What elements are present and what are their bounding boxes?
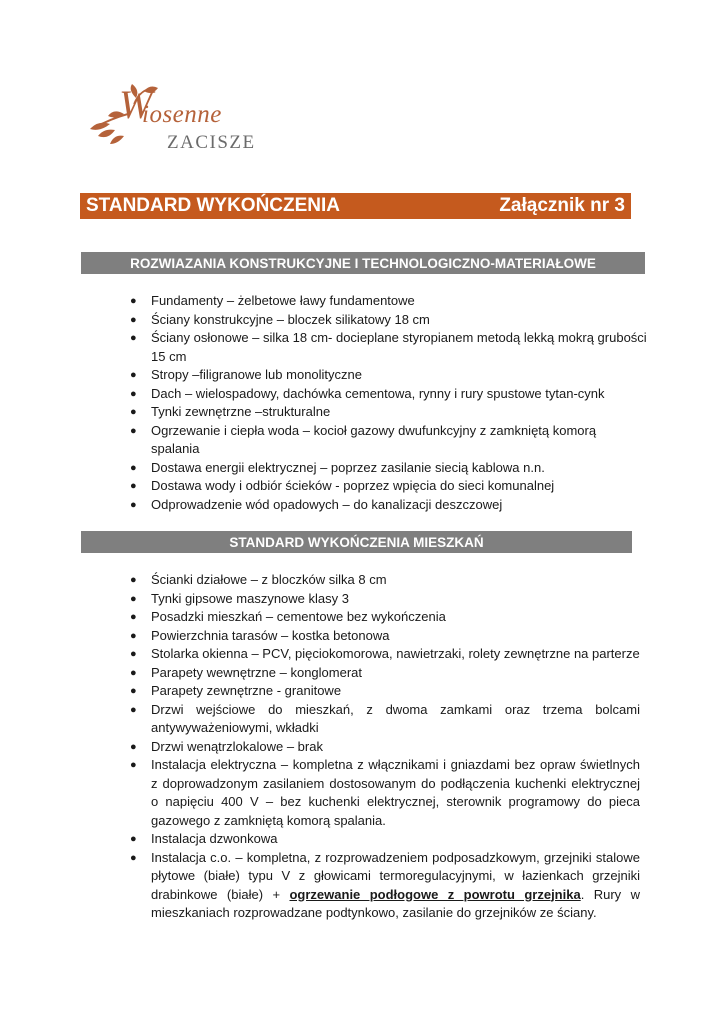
bullet-icon: ●: [130, 611, 137, 623]
bullet-icon: ●: [130, 406, 137, 418]
bullet-icon: ●: [130, 740, 137, 753]
list-item-text-before: Instalacja c.o. – kompletna, z rozprowadzeniem podposadzkowym, grzejniki stalowe płytowe (białe) typu V z głowicami termoregulacyjnymi, w łazienkach grzejniki drabinkowe (białe) +: [151, 849, 640, 902]
list-item: [127, 830, 640, 849]
list-item-text: Instalacja elektryczna – kompletna z włącznikami i gniazdami bez opraw świetlnych z doprowadzonym zasilaniem dostosowanym do podłączenia kuchenki elektrycznej o napięciu 400 V – bez kuchenki elektrycznej, sterownik programowy do pieca gazowego z zamkniętą komorą spalania.: [151, 757, 640, 828]
bullet-icon: ●: [130, 685, 137, 697]
list-item: [127, 496, 647, 515]
logo-wordmark: iosenne: [142, 101, 222, 128]
list-item: [127, 664, 640, 683]
list-item-text-after: . Rury w mieszkaniach rozprowadzane podtynkowo, zasilanie do grzejników ze ściany.: [151, 886, 640, 920]
list-item-text: Dach – wielospadowy, dachówka cementowa, rynny i rury spustowe tytan-cynk: [151, 385, 605, 401]
list-item-text: Posadzki mieszkań – cementowe bez wykończenia: [151, 609, 446, 624]
bullet-icon: ●: [130, 313, 137, 326]
list-item-text: Drzwi wenątrzlokalowe – brak: [151, 738, 323, 754]
list-item-text: Dostawa energii elektrycznej – poprzez zasilanie siecią kablowa n.n.: [151, 459, 545, 475]
list-item: [127, 422, 647, 459]
attachment-number: Załącznik nr 3: [499, 195, 625, 216]
list-item-text: Drzwi wejściowe do mieszkań, z dwoma zamkami oraz trzema bolcami antywyważeniowymi, wkładki: [151, 701, 640, 735]
list-item-text: Ogrzewanie i ciepła woda – kocioł gazowy dwufunkcyjny z zamkniętą komorą spalania: [151, 422, 597, 456]
bullet-icon: ●: [130, 666, 137, 679]
list-item: [127, 701, 640, 738]
section-heading-construction: ROZWIAZANIA KONSTRUKCYJNE I TECHNOLOGICZNO-MATERIAŁOWE: [81, 252, 645, 274]
bullet-icon: ●: [130, 295, 137, 307]
list-item-text: Parapety zewnętrzne - granitowe: [151, 683, 342, 698]
list-item: [127, 627, 640, 646]
bullet-icon: ●: [130, 629, 137, 642]
list-item: [127, 403, 647, 422]
list-item: [127, 738, 640, 757]
list-item: [127, 459, 647, 478]
document-title-bar: [80, 193, 631, 219]
list-item-text: Odprowadzenie wód opadowych – do kanalizacji deszczowej: [151, 496, 503, 512]
list-item: [127, 366, 647, 385]
list-item-text: Dostawa wody i odbiór ścieków - poprzez wpięcia do sieci komunalnej: [151, 478, 555, 493]
list-item: [127, 608, 640, 627]
list-item: [127, 477, 647, 496]
list-item-text: Ścianki działowe – z bloczków silka 8 cm: [151, 572, 387, 587]
list-item: [127, 571, 640, 590]
list-item: [127, 645, 640, 664]
bullet-icon: ●: [130, 480, 137, 492]
bullet-icon: ●: [130, 498, 137, 511]
bullet-icon: ●: [130, 703, 137, 716]
list-item-text: Fundamenty – żelbetowe ławy fundamentowe: [151, 293, 415, 308]
bullet-icon: ●: [130, 387, 137, 400]
list-item: [127, 292, 647, 311]
underfloor-heating-emphasis: ogrzewanie podłogowe z powrotu grzejnika: [289, 886, 581, 902]
bullet-icon: ●: [130, 424, 137, 437]
list-item: [127, 756, 640, 830]
list-item-text: Stolarka okienna – PCV, pięciokomorowa, nawietrzaki, rolety zewnętrzne na parterze: [151, 646, 640, 661]
list-item-text: Ściany osłonowe – silka 18 cm- docieplane styropianem metodą lekką mokrą grubości 15 cm: [151, 330, 647, 364]
bullet-icon: ●: [130, 332, 137, 344]
document-title: STANDARD WYKOŃCZENIA: [86, 195, 341, 216]
list-item-text: Powierzchnia tarasów – kostka betonowa: [151, 627, 390, 643]
list-item: [127, 682, 640, 701]
bullet-icon: ●: [130, 851, 137, 864]
list-item-text: Tynki gipsowe maszynowe klasy 3: [151, 590, 349, 606]
list-item-text: Tynki zewnętrzne –strukturalne: [151, 404, 331, 419]
bullet-icon: ●: [130, 759, 137, 771]
construction-list: [127, 292, 647, 514]
list-item-text: Ściany konstrukcyjne – bloczek silikatowy 18 cm: [151, 311, 430, 327]
bullet-icon: ●: [130, 833, 137, 845]
list-item: [127, 590, 640, 609]
bullet-icon: ●: [130, 574, 137, 586]
bullet-icon: ●: [130, 461, 137, 474]
section-heading-finishing: STANDARD WYKOŃCZENIA MIESZKAŃ: [81, 531, 632, 553]
logo-initial: W: [119, 82, 153, 127]
bullet-icon: ●: [130, 592, 137, 605]
finishing-list: [127, 571, 640, 923]
bullet-icon: ●: [130, 369, 137, 381]
list-item: [127, 329, 647, 366]
list-item-text: Instalacja dzwonkowa: [151, 831, 278, 846]
company-logo: [88, 84, 268, 160]
list-item: [127, 385, 647, 404]
logo-subtitle: ZACISZE: [167, 132, 256, 153]
list-item-text: Parapety wewnętrzne – konglomerat: [151, 664, 363, 680]
bullet-icon: ●: [130, 648, 137, 660]
list-item: [127, 849, 640, 923]
list-item: [127, 311, 647, 330]
list-item-text: Stropy –filigranowe lub monolityczne: [151, 367, 362, 382]
